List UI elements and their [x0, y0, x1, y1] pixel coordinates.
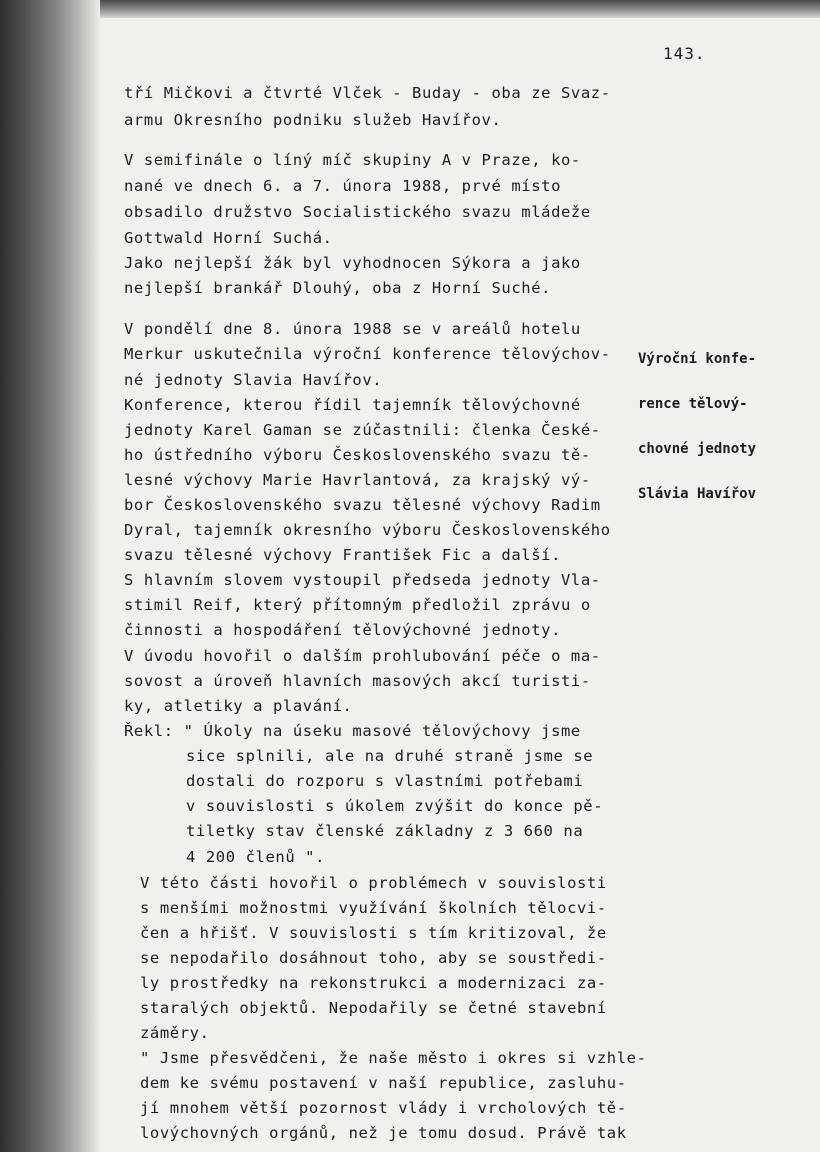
quote-line: v souvislosti s úkolem zvýšit do konce pě-: [186, 797, 604, 815]
quote-line: 4 200 členů ".: [186, 848, 326, 866]
scan-top-edge: [0, 0, 820, 18]
text-line: ky, atletiky a plavání.: [124, 697, 353, 715]
text-line: V úvodu hovořil o dalším prohlubování péče o ma-: [124, 647, 601, 665]
text-line: V této části hovořil o problémech v souvislosti: [140, 874, 607, 892]
book-binding-shadow: [0, 0, 100, 1152]
text-line: obsadilo družstvo Socialistického svazu mládeže: [124, 203, 591, 221]
text-line: Řekl: " Úkoly na úseku masové tělovýchovy jsme: [124, 722, 581, 740]
text-line: dem ke svému postavení v naší republice, zasluhu-: [140, 1074, 627, 1092]
text-line: né jednoty Slavia Havířov.: [124, 371, 383, 389]
margin-note-line: rence tělový-: [638, 396, 748, 412]
text-line: záměry.: [140, 1024, 210, 1042]
text-line: sovost a úroveň hlavních masových akcí turisti-: [124, 672, 591, 690]
margin-note: [638, 322, 756, 517]
text-line: lovýchovných orgánů, než je tomu dosud. Právě tak: [140, 1124, 627, 1142]
text-line: jednoty Karel Gaman se zúčastnili: členka České-: [124, 421, 601, 439]
quote-line: sice splnili, ale na druhé straně jsme se: [186, 747, 594, 765]
margin-note-line: Výroční konfe-: [638, 351, 757, 367]
text-line: činnosti a hospodáření tělovýchovné jednoty.: [124, 621, 561, 639]
page-number: 143.: [663, 44, 706, 63]
text-line: nejlepší brankář Dlouhý, oba z Horní Suché.: [124, 279, 552, 297]
margin-note-line: chovné jednoty: [638, 441, 757, 457]
text-line: staralých objektů. Nepodařily se četné stavební: [140, 999, 607, 1017]
text-line: Gottwald Horní Suchá.: [124, 229, 333, 247]
text-line: tří Mičkovi a čtvrté Vlček - Buday - oba ze Svaz-: [124, 84, 611, 102]
text-line: Konference, kterou řídil tajemník tělovýchovné: [124, 396, 581, 414]
text-line: Jako nejlepší žák byl vyhodnocen Sýkora a jako: [124, 254, 581, 272]
text-line: ly prostředky na rekonstrukci a modernizaci za-: [140, 974, 607, 992]
text-line: nané ve dnech 6. a 7. února 1988, prvé místo: [124, 177, 561, 195]
text-line: ho ústředního výboru Československého svazu tě-: [124, 446, 591, 464]
text-line: čen a hřišť. V souvislosti s tím kritizoval, že: [140, 924, 607, 942]
text-line: armu Okresního podniku služeb Havířov.: [124, 111, 502, 129]
text-line: Dyral, tajemník okresního výboru Československého: [124, 521, 611, 539]
text-line: stimil Reif, který přítomným předložil zprávu o: [124, 596, 591, 614]
quote-line: dostali do rozporu s vlastními potřebami: [186, 772, 584, 790]
text-line: Merkur uskutečnila výroční konference tělovýchov-: [124, 345, 611, 363]
text-line: svazu tělesné výchovy František Fic a další.: [124, 546, 561, 564]
text-line: " Jsme přesvědčeni, že naše město i okres si vzhle-: [140, 1049, 647, 1067]
text-line: V pondělí dne 8. února 1988 se v areálů hotelu: [124, 320, 581, 338]
text-line: se nepodařilo dosáhnout toho, aby se soustředi-: [140, 949, 607, 967]
quote-line: tiletky stav členské základny z 3 660 na: [186, 822, 584, 840]
text-line: bor Československého svazu tělesné výchovy Radim: [124, 496, 601, 514]
text-line: S hlavním slovem vystoupil předseda jednoty Vla-: [124, 571, 601, 589]
text-line: jí mnohem větší pozornost vlády i vrcholových tě-: [140, 1099, 627, 1117]
text-line: s menšími možnostmi využívání školních tělocvi-: [140, 899, 607, 917]
text-line: lesné výchovy Marie Havrlantová, za krajský vý-: [124, 471, 591, 489]
margin-note-line: Slávia Havířov: [638, 486, 757, 502]
text-line: V semifinále o líný míč skupiny A v Praze, ko-: [124, 151, 581, 169]
